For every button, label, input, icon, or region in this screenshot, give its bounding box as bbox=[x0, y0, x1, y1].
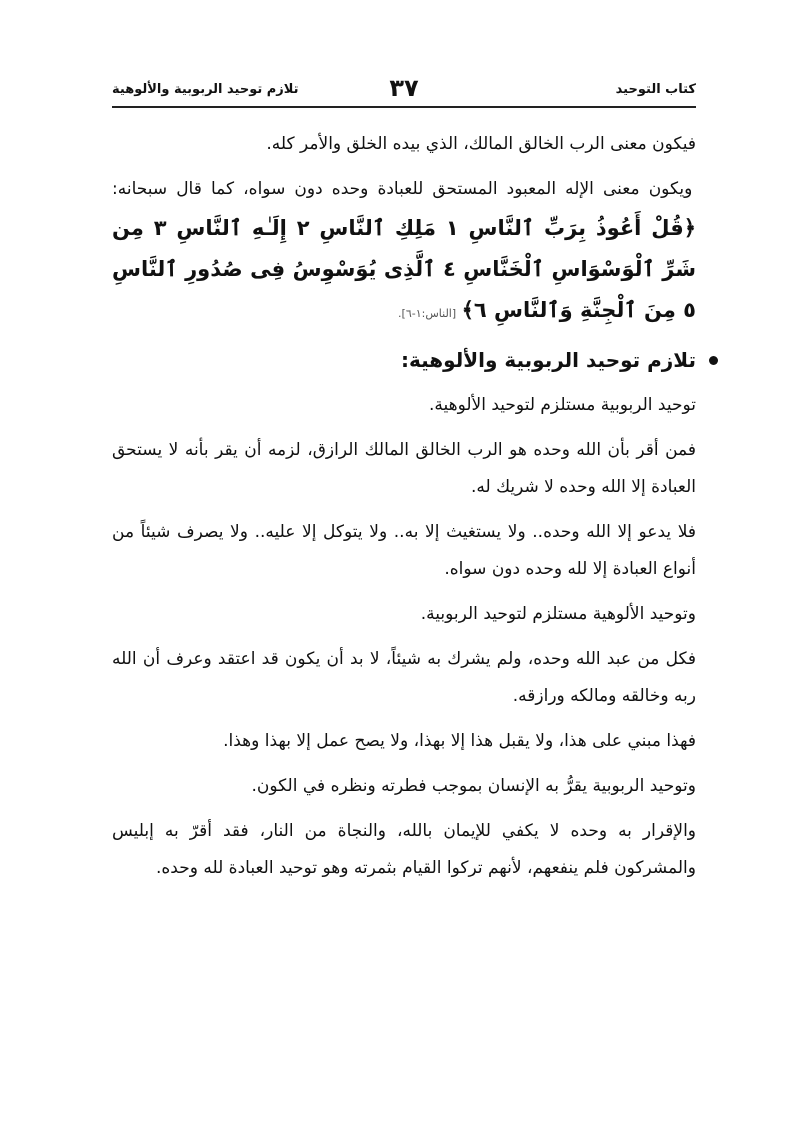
bullet-icon bbox=[709, 356, 718, 365]
paragraph-5: فلا يدعو إلا الله وحده.. ولا يستغيث إلا به.. ولا يتوكل إلا عليه.. ولا يصرف شيئاً من أنواع العبادة إلا لله وحده دون سواه. bbox=[112, 522, 696, 579]
paragraph-6: وتوحيد الألوهية مستلزم لتوحيد الربوبية. bbox=[420, 604, 696, 624]
quran-reference: [الناس:١-٦]. bbox=[398, 307, 457, 320]
paragraph-7: فكل من عبد الله وحده، ولم يشرك به شيئاً، لا بد أن يكون قد اعتقد وعرف أن الله ربه وخالقه ومالكه ورازقه. bbox=[112, 649, 696, 706]
paragraph-10: والإقرار به وحده لا يكفي للإيمان بالله، والنجاة من النار، فقد أقرّ به إبليس والمشركون فلم ينفعهم، لأنهم تركوا القيام بثمرته وهو توحيد العبادة لله وحده. bbox=[112, 821, 696, 878]
page-body bbox=[112, 126, 696, 895]
paragraph-8: فهذا مبني على هذا، ولا يقبل هذا إلا بهذا، ولا يصح عمل إلا بهذا وهذا. bbox=[223, 731, 696, 751]
quran-verse: ﴿قُلْ أَعُوذُ بِرَبِّ ٱلنَّاسِ ١ مَلِكِ ٱلنَّاسِ ٢ إِلَـٰهِ ٱلنَّاسِ ٣ مِن شَرِّ ٱلْوَسْوَاسِ ٱلْخَنَّاسِ ٤ ٱلَّذِى يُوَسْوِسُ فِى صُدُورِ ٱلنَّاسِ ٥ مِنَ ٱلْجِنَّةِ وَٱلنَّاسِ ٦﴾ bbox=[112, 216, 696, 322]
page-header bbox=[112, 76, 696, 108]
section-heading bbox=[112, 342, 696, 379]
page-number: ٣٧ bbox=[389, 74, 419, 102]
paragraph-9: وتوحيد الربوبية يقرُّ به الإنسان بموجب فطرته ونظره في الكون. bbox=[251, 776, 696, 796]
paragraph-3: توحيد الربوبية مستلزم لتوحيد الألوهية. bbox=[428, 395, 696, 415]
section-heading-text: تلازم توحيد الربوبية والألوهية: bbox=[401, 348, 696, 372]
paragraph-rabb-meaning: فيكون معنى الرب الخالق المالك، الذي بيده الخلق والأمر كله. bbox=[266, 134, 696, 154]
paragraph-4: فمن أقر بأن الله وحده هو الرب الخالق المالك الرازق، لزمه أن يقر بأنه لا يستحق العبادة إلا الله وحده لا شريك له. bbox=[112, 440, 696, 497]
paragraph-ilah-meaning bbox=[112, 171, 696, 332]
running-section-title: تلازم توحيد الربوبية والألوهية bbox=[112, 82, 299, 97]
book-title: كتاب التوحيد bbox=[615, 82, 696, 97]
paragraph-ilah-intro: ويكون معنى الإله المعبود المستحق للعبادة وحده دون سواه، كما قال سبحانه: bbox=[112, 179, 693, 199]
